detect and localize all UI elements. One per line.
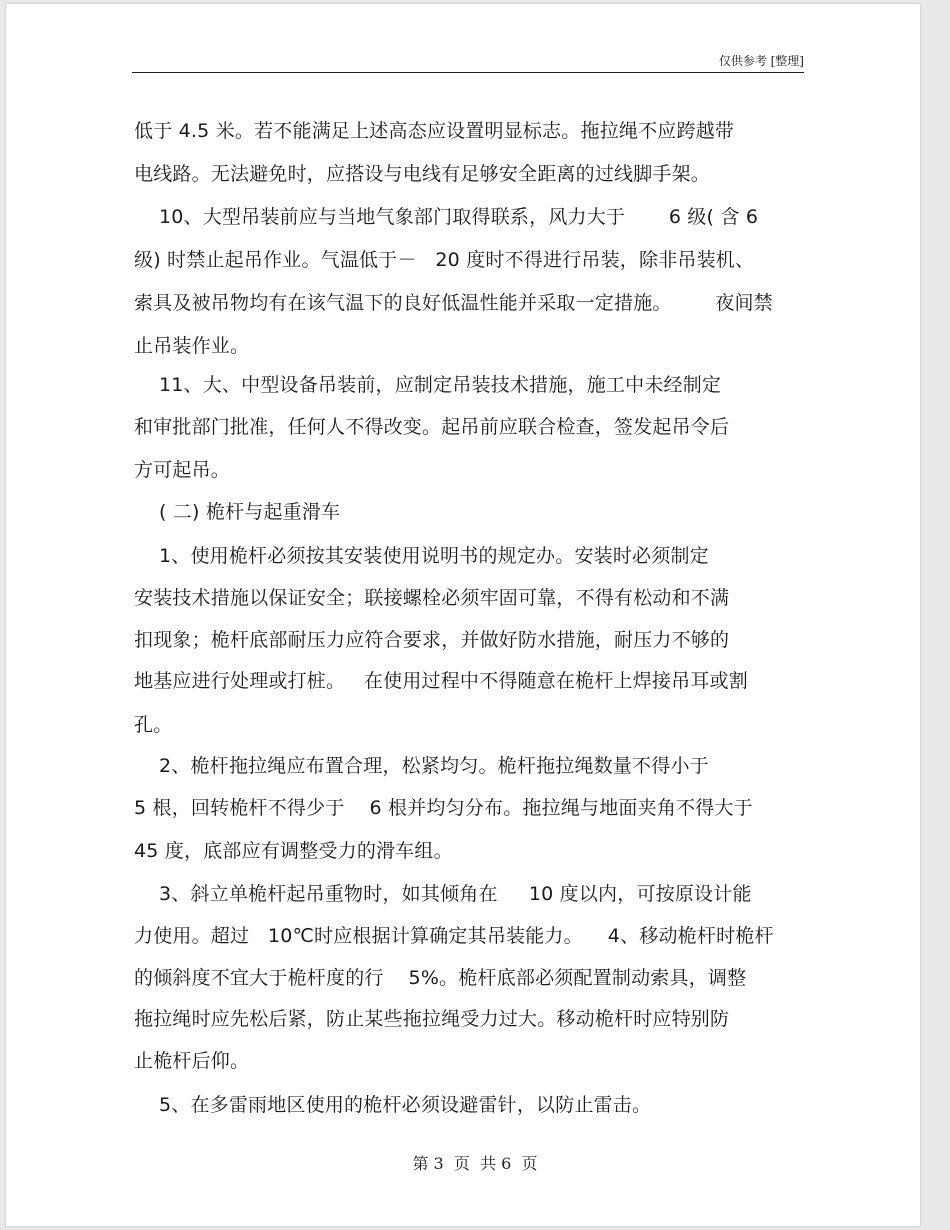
body-line: 3、斜立单桅杆起吊重物时，如其倾角在 10 度以内，可按原设计能 (134, 883, 752, 905)
page-header: 仅供参考 [整理] (718, 54, 804, 68)
body-line: 方可起吊。 (134, 459, 231, 481)
body-line: 2、桅杆拖拉绳应布置合理，松紧均匀。桅杆拖拉绳数量不得小于 (134, 755, 709, 777)
body-line: 扣现象；桅杆底部耐压力应符合要求，并做好防水措施，耐压力不够的 (134, 629, 730, 651)
body-line: 止吊装作业。 (134, 335, 250, 357)
body-line: 的倾斜度不宜大于桅杆度的行 5%。桅杆底部必须配置制动索具，调整 (134, 967, 747, 989)
body-line: 1、使用桅杆必须按其安装使用说明书的规定办。安装时必须制定 (134, 545, 709, 567)
body-line: 止桅杆后仰。 (134, 1050, 250, 1072)
page-number-footer: 第 3 页 共 6 页 (412, 1154, 538, 1173)
body-line: 电线路。无法避免时，应搭设与电线有足够安全距离的过线脚手架。 (134, 163, 711, 185)
body-line: 45 度，底部应有调整受力的滑车组。 (134, 840, 453, 862)
body-line: 5、在多雷雨地区使用的桅杆必须设避雷针，以防止雷击。 (134, 1094, 652, 1116)
body-line: 拖拉绳时应先松后紧，防止某些拖拉绳受力过大。移动桅杆时应特别防 (134, 1008, 730, 1030)
body-line: 低于 4.5 米。若不能满足上述高态应设置明显标志。拖拉绳不应跨越带 (134, 120, 735, 142)
body-line: 和审批部门批准，任何人不得改变。起吊前应联合检查，签发起吊令后 (134, 416, 730, 438)
header-divider (132, 72, 804, 73)
section-heading: ( 二) 桅杆与起重滑车 (134, 501, 341, 523)
body-line: 地基应进行处理或打桩。 在使用过程中不得随意在桅杆上焊接吊耳或割 (134, 670, 748, 692)
body-line: 5 根，回转桅杆不得少于 6 根并均匀分布。拖拉绳与地面夹角不得大于 (134, 797, 753, 819)
document-page (6, 4, 920, 1226)
body-line: 力使用。超过 10℃时应根据计算确定其吊装能力。 4、移动桅杆时桅杆 (134, 925, 774, 947)
body-line: 索具及被吊物均有在该气温下的良好低温性能并采取一定措施。 夜间禁 (134, 292, 773, 314)
body-line: 安装技术措施以保证安全；联接螺栓必须牢固可靠，不得有松动和不满 (134, 587, 730, 609)
body-line: 孔。 (134, 714, 173, 736)
body-line: 10、大型吊装前应与当地气象部门取得联系，风力大于 6 级( 含 6 (134, 206, 759, 228)
body-line: 11、大、中型设备吊装前，应制定吊装技术措施，施工中未经制定 (134, 374, 722, 396)
body-line: 级) 时禁止起吊作业。气温低于－ 20 度时不得进行吊装，除非吊装机、 (134, 249, 755, 271)
